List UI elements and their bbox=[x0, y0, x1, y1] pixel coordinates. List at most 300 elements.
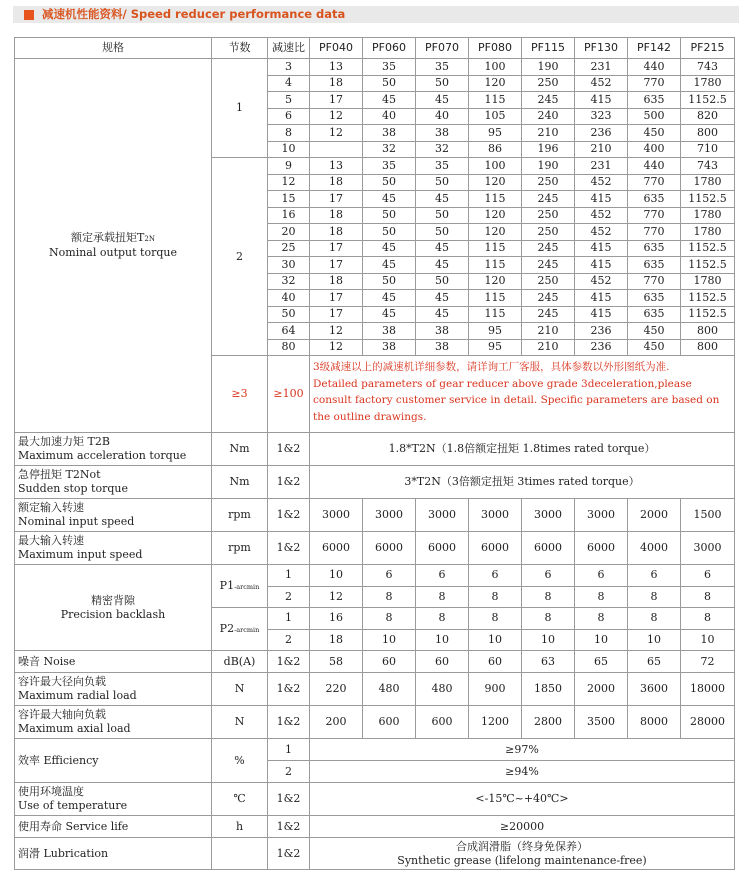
backlash-class bbox=[212, 608, 268, 651]
value-cell: 45 bbox=[416, 290, 469, 307]
value-cell: 6000 bbox=[522, 532, 575, 565]
value-cell: 72 bbox=[681, 651, 735, 673]
value-cell: 45 bbox=[416, 306, 469, 323]
value-cell: 8 bbox=[522, 608, 575, 630]
value-cell: 6 bbox=[416, 565, 469, 587]
value-cell: 13 bbox=[310, 158, 363, 175]
unit-cell: ℃ bbox=[212, 783, 268, 816]
section-title: 减速机性能资料/ Speed reducer performance data bbox=[42, 7, 346, 21]
value-cell: 45 bbox=[363, 240, 416, 257]
value-cell: 480 bbox=[416, 673, 469, 706]
col-header-model: PF070 bbox=[416, 38, 469, 59]
value-cell: 45 bbox=[416, 257, 469, 274]
backlash-class-name: P2 bbox=[219, 621, 235, 635]
row-label: 噪音 Noise bbox=[15, 651, 212, 673]
col-header-stages: 节数 bbox=[212, 38, 268, 59]
ratio-cell: 32 bbox=[268, 273, 310, 290]
row-label-cn: 最大加速力矩 T2B bbox=[18, 435, 110, 448]
ratio-cell: 9 bbox=[268, 158, 310, 175]
stage-cell: ≥3 bbox=[212, 356, 268, 433]
value-cell: 1152.5 bbox=[681, 191, 735, 208]
value-cell: 1780 bbox=[681, 224, 735, 241]
value-cell: 115 bbox=[469, 240, 522, 257]
value-cell: 3000 bbox=[310, 499, 363, 532]
value-cell: 1152.5 bbox=[681, 257, 735, 274]
unit-cell: rpm bbox=[212, 532, 268, 565]
value-cell: 115 bbox=[469, 257, 522, 274]
value-cell: 100 bbox=[469, 158, 522, 175]
ge3-note-cn: 3级减速以上的减速机详细参数，请详询工厂客服，具体参数以外形图纸为准. bbox=[313, 361, 670, 373]
value-cell: 45 bbox=[363, 257, 416, 274]
orange-square-icon bbox=[24, 10, 34, 20]
value-cell: 120 bbox=[469, 273, 522, 290]
value-cell: 1200 bbox=[469, 706, 522, 739]
ratio-cell: 5 bbox=[268, 92, 310, 109]
ratio-cell: 80 bbox=[268, 339, 310, 356]
stage-cell: 1 bbox=[268, 565, 310, 587]
value-cell: 58 bbox=[310, 651, 363, 673]
value-cell: 452 bbox=[575, 174, 628, 191]
value-cell: 6 bbox=[363, 565, 416, 587]
value-cell: 8 bbox=[469, 608, 522, 630]
torque-label-sub: 2N bbox=[144, 235, 155, 243]
value-cell: 800 bbox=[681, 125, 735, 142]
unit-cell: Nm bbox=[212, 433, 268, 466]
value-cell: 450 bbox=[628, 125, 681, 142]
col-header-model: PF115 bbox=[522, 38, 575, 59]
backlash-class-name: P1 bbox=[219, 578, 235, 592]
value-cell: 65 bbox=[575, 651, 628, 673]
value-cell: 6 bbox=[575, 565, 628, 587]
value-cell: 120 bbox=[469, 174, 522, 191]
value-cell: 6000 bbox=[310, 532, 363, 565]
value-cell: 450 bbox=[628, 339, 681, 356]
value-cell: 17 bbox=[310, 240, 363, 257]
value-cell: 770 bbox=[628, 75, 681, 92]
value-cell: 63 bbox=[522, 651, 575, 673]
value-cell: 415 bbox=[575, 92, 628, 109]
row-label bbox=[15, 706, 212, 739]
ratio-cell: 10 bbox=[268, 141, 310, 158]
value-cell: 18 bbox=[310, 629, 363, 651]
value-cell: 45 bbox=[363, 290, 416, 307]
row-label-cn: 容许最大径向负载 bbox=[18, 675, 106, 688]
value-cell: 3000 bbox=[363, 499, 416, 532]
value-cell: 50 bbox=[363, 207, 416, 224]
value-cell: 743 bbox=[681, 59, 735, 76]
ratio-cell: 12 bbox=[268, 174, 310, 191]
unit-cell: % bbox=[212, 739, 268, 783]
value-cell: 38 bbox=[416, 323, 469, 340]
value-cell: 1500 bbox=[681, 499, 735, 532]
ratio-cell: 30 bbox=[268, 257, 310, 274]
backlash-class-unit: -arcmin bbox=[234, 582, 260, 591]
ratio-cell: ≥100 bbox=[268, 356, 310, 433]
value-cell: 45 bbox=[416, 191, 469, 208]
value-cell: 28000 bbox=[681, 706, 735, 739]
table-row bbox=[15, 59, 735, 76]
value-cell: 60 bbox=[416, 651, 469, 673]
value-cell: 120 bbox=[469, 207, 522, 224]
value-cell: ≥97% bbox=[310, 739, 735, 761]
backlash-label-cn: 精密背隙 bbox=[91, 593, 135, 607]
value-cell: 440 bbox=[628, 158, 681, 175]
value-cell: 190 bbox=[522, 158, 575, 175]
value-cell: 3000 bbox=[469, 499, 522, 532]
col-header-ratio: 减速比 bbox=[268, 38, 310, 59]
value-cell: 10 bbox=[522, 629, 575, 651]
value-cell: 500 bbox=[628, 108, 681, 125]
value-cell: 190 bbox=[522, 59, 575, 76]
backlash-class bbox=[212, 565, 268, 608]
value-cell: 415 bbox=[575, 191, 628, 208]
value-cell: 8000 bbox=[628, 706, 681, 739]
value-cell: 1152.5 bbox=[681, 240, 735, 257]
value-cell: 8 bbox=[681, 608, 735, 630]
ratio-cell: 25 bbox=[268, 240, 310, 257]
value-cell: 10 bbox=[469, 629, 522, 651]
value-cell: 1152.5 bbox=[681, 92, 735, 109]
value-cell: 452 bbox=[575, 224, 628, 241]
stage-cell: 1 bbox=[268, 608, 310, 630]
value-cell: 600 bbox=[363, 706, 416, 739]
value-cell: 635 bbox=[628, 92, 681, 109]
value-cell: 2000 bbox=[575, 673, 628, 706]
col-header-model: PF142 bbox=[628, 38, 681, 59]
ratio-cell: 40 bbox=[268, 290, 310, 307]
value-cell: 452 bbox=[575, 75, 628, 92]
value-cell: 196 bbox=[522, 141, 575, 158]
value-cell: 210 bbox=[575, 141, 628, 158]
value-cell: 115 bbox=[469, 191, 522, 208]
value-cell: 236 bbox=[575, 323, 628, 340]
value-cell: 8 bbox=[416, 586, 469, 608]
value-cell: 250 bbox=[522, 273, 575, 290]
performance-table bbox=[14, 37, 735, 870]
value-cell: 245 bbox=[522, 191, 575, 208]
value-cell: 710 bbox=[681, 141, 735, 158]
value-cell: 18 bbox=[310, 174, 363, 191]
value-cell: 35 bbox=[363, 158, 416, 175]
value-cell: 236 bbox=[575, 125, 628, 142]
value-cell: 245 bbox=[522, 92, 575, 109]
value-cell: 1.8*T2N（1.8倍额定扭矩 1.8times rated torque） bbox=[310, 433, 735, 466]
row-label: 效率 Efficiency bbox=[15, 739, 212, 783]
value-cell: 18 bbox=[310, 207, 363, 224]
value-cell: 210 bbox=[522, 125, 575, 142]
stage-cell: 1 bbox=[212, 59, 268, 158]
value-cell: 35 bbox=[416, 158, 469, 175]
col-header-model: PF060 bbox=[363, 38, 416, 59]
ratio-cell: 8 bbox=[268, 125, 310, 142]
value-cell: 12 bbox=[310, 586, 363, 608]
value-cell: 8 bbox=[416, 608, 469, 630]
torque-label-cn: 额定承载扭矩T bbox=[71, 231, 145, 244]
value-cell: 600 bbox=[416, 706, 469, 739]
value-cell: 8 bbox=[681, 586, 735, 608]
value-cell: 38 bbox=[363, 339, 416, 356]
value-cell: 4000 bbox=[628, 532, 681, 565]
table-row bbox=[15, 838, 735, 870]
stage-cell: 1&2 bbox=[268, 651, 310, 673]
unit-cell: Nm bbox=[212, 466, 268, 499]
value-cell: 3000 bbox=[681, 532, 735, 565]
value-cell: 3000 bbox=[522, 499, 575, 532]
value-cell: 415 bbox=[575, 257, 628, 274]
value-cell: 6000 bbox=[416, 532, 469, 565]
row-label bbox=[15, 783, 212, 816]
value-cell: 95 bbox=[469, 323, 522, 340]
table-row bbox=[15, 783, 735, 816]
value-cell: 236 bbox=[575, 339, 628, 356]
value-cell: 3*T2N（3倍额定扭矩 3times rated torque） bbox=[310, 466, 735, 499]
value-cell: 18 bbox=[310, 273, 363, 290]
value-cell: 8 bbox=[363, 608, 416, 630]
table-row bbox=[15, 532, 735, 565]
ratio-cell: 50 bbox=[268, 306, 310, 323]
value-cell: 1780 bbox=[681, 207, 735, 224]
value-cell: 13 bbox=[310, 59, 363, 76]
row-label-en: Use of temperature bbox=[18, 799, 128, 812]
stage-cell: 1&2 bbox=[268, 816, 310, 838]
value-cell: 245 bbox=[522, 290, 575, 307]
value-cell: 415 bbox=[575, 290, 628, 307]
stage-cell: 1&2 bbox=[268, 838, 310, 870]
value-cell: 480 bbox=[363, 673, 416, 706]
unit-cell: N bbox=[212, 673, 268, 706]
value-cell: 440 bbox=[628, 59, 681, 76]
value-cell: 635 bbox=[628, 290, 681, 307]
row-label: 使用寿命 Service life bbox=[15, 816, 212, 838]
value-cell: 3000 bbox=[416, 499, 469, 532]
value-cell: 3500 bbox=[575, 706, 628, 739]
col-header-model: PF130 bbox=[575, 38, 628, 59]
value-cell: 10 bbox=[681, 629, 735, 651]
value-cell: 210 bbox=[522, 339, 575, 356]
value-cell: 10 bbox=[416, 629, 469, 651]
unit-cell bbox=[212, 838, 268, 870]
value-cell: 250 bbox=[522, 75, 575, 92]
value-cell: 635 bbox=[628, 191, 681, 208]
value-cell: 1152.5 bbox=[681, 290, 735, 307]
value-cell: 115 bbox=[469, 306, 522, 323]
value-cell: 6000 bbox=[363, 532, 416, 565]
value-cell: 6000 bbox=[469, 532, 522, 565]
value-cell: 105 bbox=[469, 108, 522, 125]
value-cell: 35 bbox=[416, 59, 469, 76]
value-cell: 1780 bbox=[681, 273, 735, 290]
row-label-cn: 急停扭矩 T2Not bbox=[18, 468, 101, 481]
value-cell: 220 bbox=[310, 673, 363, 706]
value-cell: 231 bbox=[575, 59, 628, 76]
value-cell: 12 bbox=[310, 125, 363, 142]
value-cell: 86 bbox=[469, 141, 522, 158]
ge3-note-en: Detailed parameters of gear reducer above grade 3deceleration,please consult factory customer service in detail. Specific parameters are based on the outline drawings. bbox=[313, 377, 720, 423]
unit-cell: N bbox=[212, 706, 268, 739]
value-cell: 635 bbox=[628, 257, 681, 274]
ratio-cell: 3 bbox=[268, 59, 310, 76]
value-cell: 415 bbox=[575, 240, 628, 257]
value-cell: 95 bbox=[469, 125, 522, 142]
value-cell: 38 bbox=[416, 339, 469, 356]
table-row bbox=[15, 565, 735, 587]
value-cell: 40 bbox=[363, 108, 416, 125]
table-row bbox=[15, 706, 735, 739]
stage-cell: 1&2 bbox=[268, 673, 310, 706]
value-cell: 6 bbox=[681, 565, 735, 587]
value-cell: 38 bbox=[363, 125, 416, 142]
table-row bbox=[15, 499, 735, 532]
value-cell: 8 bbox=[522, 586, 575, 608]
value-cell: 60 bbox=[363, 651, 416, 673]
backlash-label-en: Precision backlash bbox=[60, 607, 166, 621]
value-cell: 18 bbox=[310, 224, 363, 241]
value-cell: 12 bbox=[310, 339, 363, 356]
value-cell: 6 bbox=[628, 565, 681, 587]
section-header bbox=[13, 6, 739, 23]
row-label bbox=[15, 433, 212, 466]
table-row bbox=[15, 816, 735, 838]
value-cell: 770 bbox=[628, 174, 681, 191]
torque-label-en: Nominal output torque bbox=[49, 246, 177, 259]
value-cell: 635 bbox=[628, 306, 681, 323]
value-cell: 10 bbox=[310, 565, 363, 587]
value-cell: 60 bbox=[469, 651, 522, 673]
value-cell: 200 bbox=[310, 706, 363, 739]
value-cell: 18000 bbox=[681, 673, 735, 706]
value-cell: 10 bbox=[575, 629, 628, 651]
value-cell: 1780 bbox=[681, 174, 735, 191]
value-cell: 2000 bbox=[628, 499, 681, 532]
row-label-cn: 容许最大轴向负载 bbox=[18, 708, 106, 721]
table-row bbox=[15, 739, 735, 761]
value-cell: 415 bbox=[575, 306, 628, 323]
col-header-spec: 规格 bbox=[15, 38, 212, 59]
row-label-cn: 最大输入转速 bbox=[18, 534, 84, 547]
value-cell: 800 bbox=[681, 323, 735, 340]
value-cell: 900 bbox=[469, 673, 522, 706]
value-cell: 1850 bbox=[522, 673, 575, 706]
value-cell: 240 bbox=[522, 108, 575, 125]
row-label-en: Sudden stop torque bbox=[18, 482, 128, 495]
backlash-label bbox=[15, 565, 212, 651]
value-cell: 450 bbox=[628, 323, 681, 340]
value-cell: 120 bbox=[469, 75, 522, 92]
value-cell: 45 bbox=[363, 306, 416, 323]
row-label-cn: 使用环境温度 bbox=[18, 785, 84, 798]
value-cell bbox=[310, 141, 363, 158]
value-cell: 50 bbox=[363, 224, 416, 241]
ge3-note bbox=[310, 356, 735, 433]
table-row bbox=[15, 433, 735, 466]
torque-label bbox=[15, 59, 212, 433]
value-cell: 17 bbox=[310, 191, 363, 208]
value-cell: 800 bbox=[681, 339, 735, 356]
value-cell: 3600 bbox=[628, 673, 681, 706]
value-cell: 2800 bbox=[522, 706, 575, 739]
value-cell: 17 bbox=[310, 92, 363, 109]
value-cell: 50 bbox=[416, 273, 469, 290]
value-cell: 770 bbox=[628, 224, 681, 241]
value-cell: 8 bbox=[575, 608, 628, 630]
value-cell: 35 bbox=[363, 59, 416, 76]
value-cell: 17 bbox=[310, 306, 363, 323]
stage-cell: 1 bbox=[268, 739, 310, 761]
value-cell: 8 bbox=[469, 586, 522, 608]
value-cell: ≥94% bbox=[310, 761, 735, 783]
ratio-cell: 6 bbox=[268, 108, 310, 125]
ratio-cell: 64 bbox=[268, 323, 310, 340]
table-row bbox=[15, 651, 735, 673]
value-cell: 40 bbox=[416, 108, 469, 125]
value-cell: 8 bbox=[628, 586, 681, 608]
value-cell: 3000 bbox=[575, 499, 628, 532]
value-cell: 743 bbox=[681, 158, 735, 175]
stage-cell: 1&2 bbox=[268, 466, 310, 499]
stage-cell: 2 bbox=[268, 586, 310, 608]
value-cell: 820 bbox=[681, 108, 735, 125]
value-cell: 1780 bbox=[681, 75, 735, 92]
lube-value-cn: 合成润滑脂（终身免保养） bbox=[456, 839, 588, 853]
stage-cell: 1&2 bbox=[268, 532, 310, 565]
value-cell: 231 bbox=[575, 158, 628, 175]
stage-cell: 2 bbox=[268, 761, 310, 783]
value-cell: 120 bbox=[469, 224, 522, 241]
value-cell: 12 bbox=[310, 108, 363, 125]
unit-cell: h bbox=[212, 816, 268, 838]
col-header-model: PF080 bbox=[469, 38, 522, 59]
row-label bbox=[15, 673, 212, 706]
value-cell: 6000 bbox=[575, 532, 628, 565]
value-cell: 45 bbox=[363, 92, 416, 109]
value-cell: 32 bbox=[363, 141, 416, 158]
value-cell: 17 bbox=[310, 290, 363, 307]
row-label-en: Maximum radial load bbox=[18, 689, 137, 702]
value-cell: 17 bbox=[310, 257, 363, 274]
value-cell: 770 bbox=[628, 207, 681, 224]
value-cell: 6 bbox=[469, 565, 522, 587]
col-header-model: PF040 bbox=[310, 38, 363, 59]
table-row bbox=[15, 466, 735, 499]
row-label-en: Maximum acceleration torque bbox=[18, 449, 187, 462]
value-cell: 65 bbox=[628, 651, 681, 673]
unit-cell: dB(A) bbox=[212, 651, 268, 673]
value-cell: 1152.5 bbox=[681, 306, 735, 323]
value-cell: 250 bbox=[522, 174, 575, 191]
value-cell: 10 bbox=[628, 629, 681, 651]
ratio-cell: 4 bbox=[268, 75, 310, 92]
row-label-en: Maximum input speed bbox=[18, 548, 143, 561]
value-cell: 115 bbox=[469, 290, 522, 307]
value-cell: 38 bbox=[363, 323, 416, 340]
stage-cell: 1&2 bbox=[268, 783, 310, 816]
value-cell: 45 bbox=[363, 191, 416, 208]
stage-cell: 1&2 bbox=[268, 706, 310, 739]
value-cell: 115 bbox=[469, 92, 522, 109]
value-cell: 8 bbox=[363, 586, 416, 608]
table-row bbox=[15, 673, 735, 706]
row-label-cn: 额定输入转速 bbox=[18, 501, 84, 514]
value-cell: 50 bbox=[363, 75, 416, 92]
value-cell: 50 bbox=[416, 174, 469, 191]
row-label bbox=[15, 466, 212, 499]
value-cell: 50 bbox=[363, 174, 416, 191]
row-label-en: Maximum axial load bbox=[18, 722, 131, 735]
value-cell: 50 bbox=[416, 207, 469, 224]
stage-cell: 1&2 bbox=[268, 499, 310, 532]
stage-cell: 2 bbox=[268, 629, 310, 651]
row-label-en: Nominal input speed bbox=[18, 515, 135, 528]
